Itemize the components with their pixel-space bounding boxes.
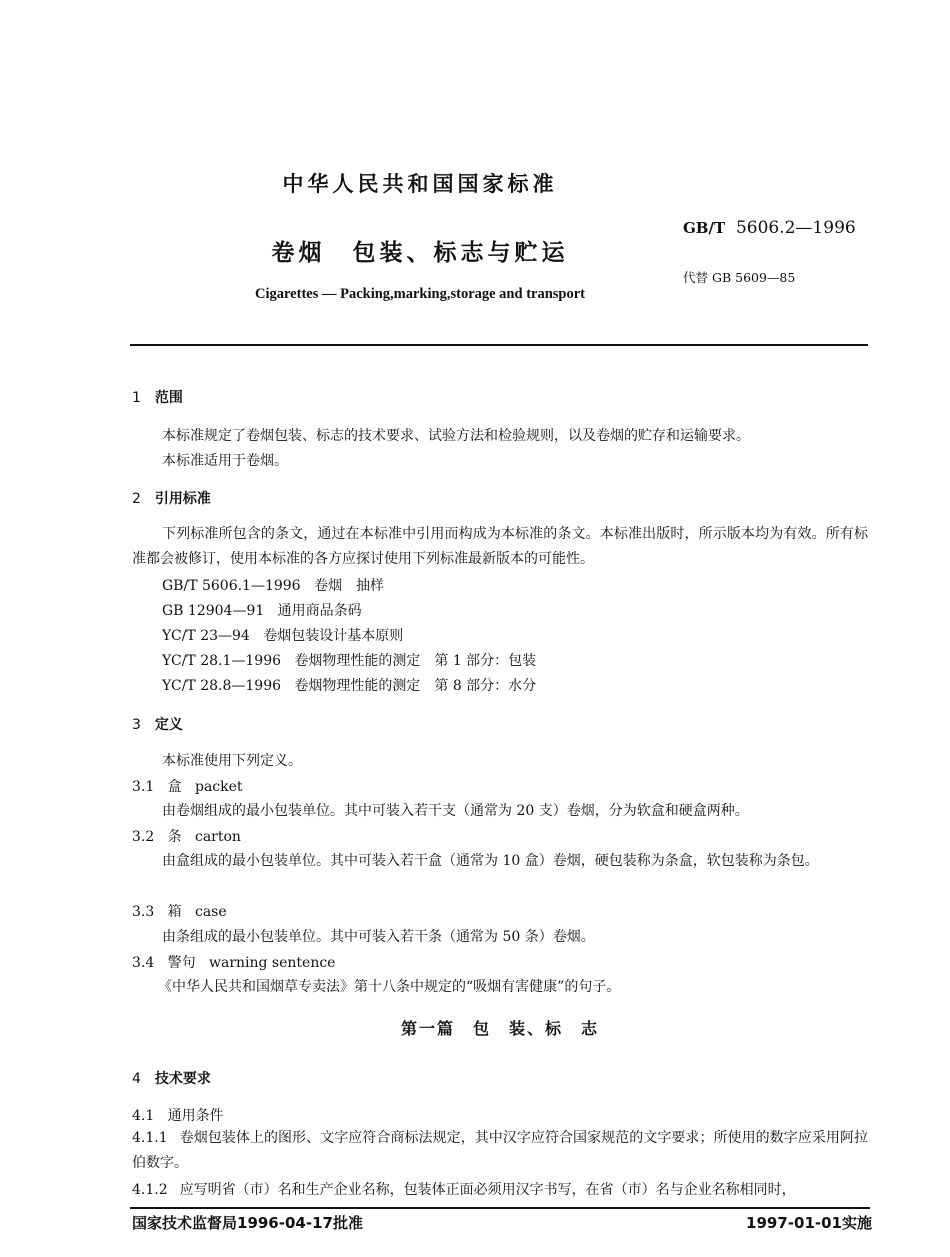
section-2-paragraph: 下列标准所包含的条文，通过在本标准中引用而构成为本标准的条文。本标准出版时，所示版本均为有效。所有标准都会被修订，使用本标准的各方应探讨使用下列标准最新版本的可能性。 xyxy=(132,526,868,567)
footer-divider xyxy=(130,1207,870,1209)
reference-title: 卷烟 抽样 xyxy=(313,578,384,594)
reference-title: 通用商品条码 xyxy=(277,603,362,619)
section-3-heading xyxy=(132,714,183,734)
section-title: 定义 xyxy=(154,717,183,733)
section-2-heading xyxy=(132,488,211,508)
document-title-en: Cigarettes — Packing,marking,storage and transport xyxy=(255,286,585,302)
clause-number: 3.1 xyxy=(132,779,155,795)
clause-4-1 xyxy=(132,1105,224,1125)
clause-4-1-1 xyxy=(132,1126,868,1176)
reference-item xyxy=(162,650,536,670)
clause-number: 3.3 xyxy=(132,904,155,920)
reference-item xyxy=(162,600,362,620)
definition-term xyxy=(132,901,227,921)
section-1-paragraph-2: 本标准适用于卷烟。 xyxy=(162,453,288,469)
standard-code-prefix: GB/T xyxy=(683,219,726,237)
replaces-note: 代替 GB 5609—85 xyxy=(683,270,796,285)
header-divider xyxy=(130,344,868,346)
section-number: 1 xyxy=(132,390,141,406)
section-1-heading xyxy=(132,387,183,407)
part-title: 第一篇 包 装、标 志 xyxy=(400,1019,599,1038)
standard-code-number: 5606.2—1996 xyxy=(735,218,856,238)
section-number: 4 xyxy=(132,1071,141,1087)
clause-4-1-2 xyxy=(132,1178,868,1203)
term-cn: 条 xyxy=(167,829,182,845)
reference-item xyxy=(162,675,536,695)
clause-number: 3.2 xyxy=(132,829,155,845)
reference-code: GB 12904—91 xyxy=(162,603,265,619)
section-3-intro: 本标准使用下列定义。 xyxy=(162,753,302,769)
definition-term xyxy=(132,826,241,846)
definition-text: 由条组成的最小包装单位。其中可装入若干条（通常为 50 条）卷烟。 xyxy=(162,929,595,945)
reference-code: YC/T 28.8—1996 xyxy=(162,678,282,694)
section-1-paragraph-1: 本标准规定了卷烟包装、标志的技术要求、试验方法和检验规则，以及卷烟的贮存和运输要求。 xyxy=(162,428,750,444)
term-cn: 警句 xyxy=(167,955,196,971)
reference-code: YC/T 28.1—1996 xyxy=(162,653,282,669)
section-title: 范围 xyxy=(154,390,183,406)
definition-text: 《中华人民共和国烟草专卖法》第十八条中规定的“吸烟有害健康”的句子。 xyxy=(158,979,621,995)
clause-title: 通用条件 xyxy=(167,1108,224,1124)
footer-effective: 1997-01-01实施 xyxy=(746,1214,872,1232)
clause-number: 4.1.2 xyxy=(132,1182,168,1198)
clause-text: 卷烟包装体上的图形、文字应符合商标法规定，其中汉字应符合国家规范的文字要求；所使用的数字应采用阿拉伯数字。 xyxy=(132,1130,868,1171)
term-cn: 盒 xyxy=(167,779,182,795)
reference-code: GB/T 5606.1—1996 xyxy=(162,578,301,594)
clause-number: 4.1 xyxy=(132,1108,155,1124)
term-en: warning sentence xyxy=(208,955,336,971)
clause-text: 应写明省（市）名和生产企业名称，包装体正面必须用汉字书写，在省（市）名与企业名称相同时， xyxy=(179,1182,796,1198)
reference-item xyxy=(162,575,384,595)
document-title-cn: 卷烟 包装、标志与贮运 xyxy=(271,240,569,266)
reference-title: 卷烟包装设计基本原则 xyxy=(263,628,404,644)
clause-number: 3.4 xyxy=(132,955,155,971)
term-en: packet xyxy=(194,779,243,795)
term-en: case xyxy=(194,904,227,920)
standard-title: 中华人民共和国国家标准 xyxy=(282,172,558,196)
reference-item xyxy=(162,625,403,645)
definition-text: 由卷烟组成的最小包装单位。其中可装入若干支（通常为 20 支）卷烟，分为软盒和硬盒两种。 xyxy=(162,803,749,819)
section-number: 3 xyxy=(132,717,141,733)
section-title: 引用标准 xyxy=(154,491,211,507)
definition-term xyxy=(132,776,243,796)
term-cn: 箱 xyxy=(167,904,182,920)
reference-code: YC/T 23—94 xyxy=(162,628,250,644)
definition-text: 由盒组成的最小包装单位。其中可装入若干盒（通常为 10 盒）卷烟，硬包装称为条盒，软包装称为条包。 xyxy=(162,853,819,869)
clause-number: 4.1.1 xyxy=(132,1130,168,1146)
section-title: 技术要求 xyxy=(154,1071,211,1087)
section-number: 2 xyxy=(132,491,141,507)
definition-term xyxy=(132,952,335,972)
footer-issued: 国家技术监督局1996-04-17批准 xyxy=(132,1214,363,1232)
reference-title: 卷烟物理性能的测定 第 1 部分：包装 xyxy=(294,653,537,669)
section-4-heading xyxy=(132,1068,211,1088)
reference-title: 卷烟物理性能的测定 第 8 部分：水分 xyxy=(294,678,537,694)
term-en: carton xyxy=(194,829,241,845)
